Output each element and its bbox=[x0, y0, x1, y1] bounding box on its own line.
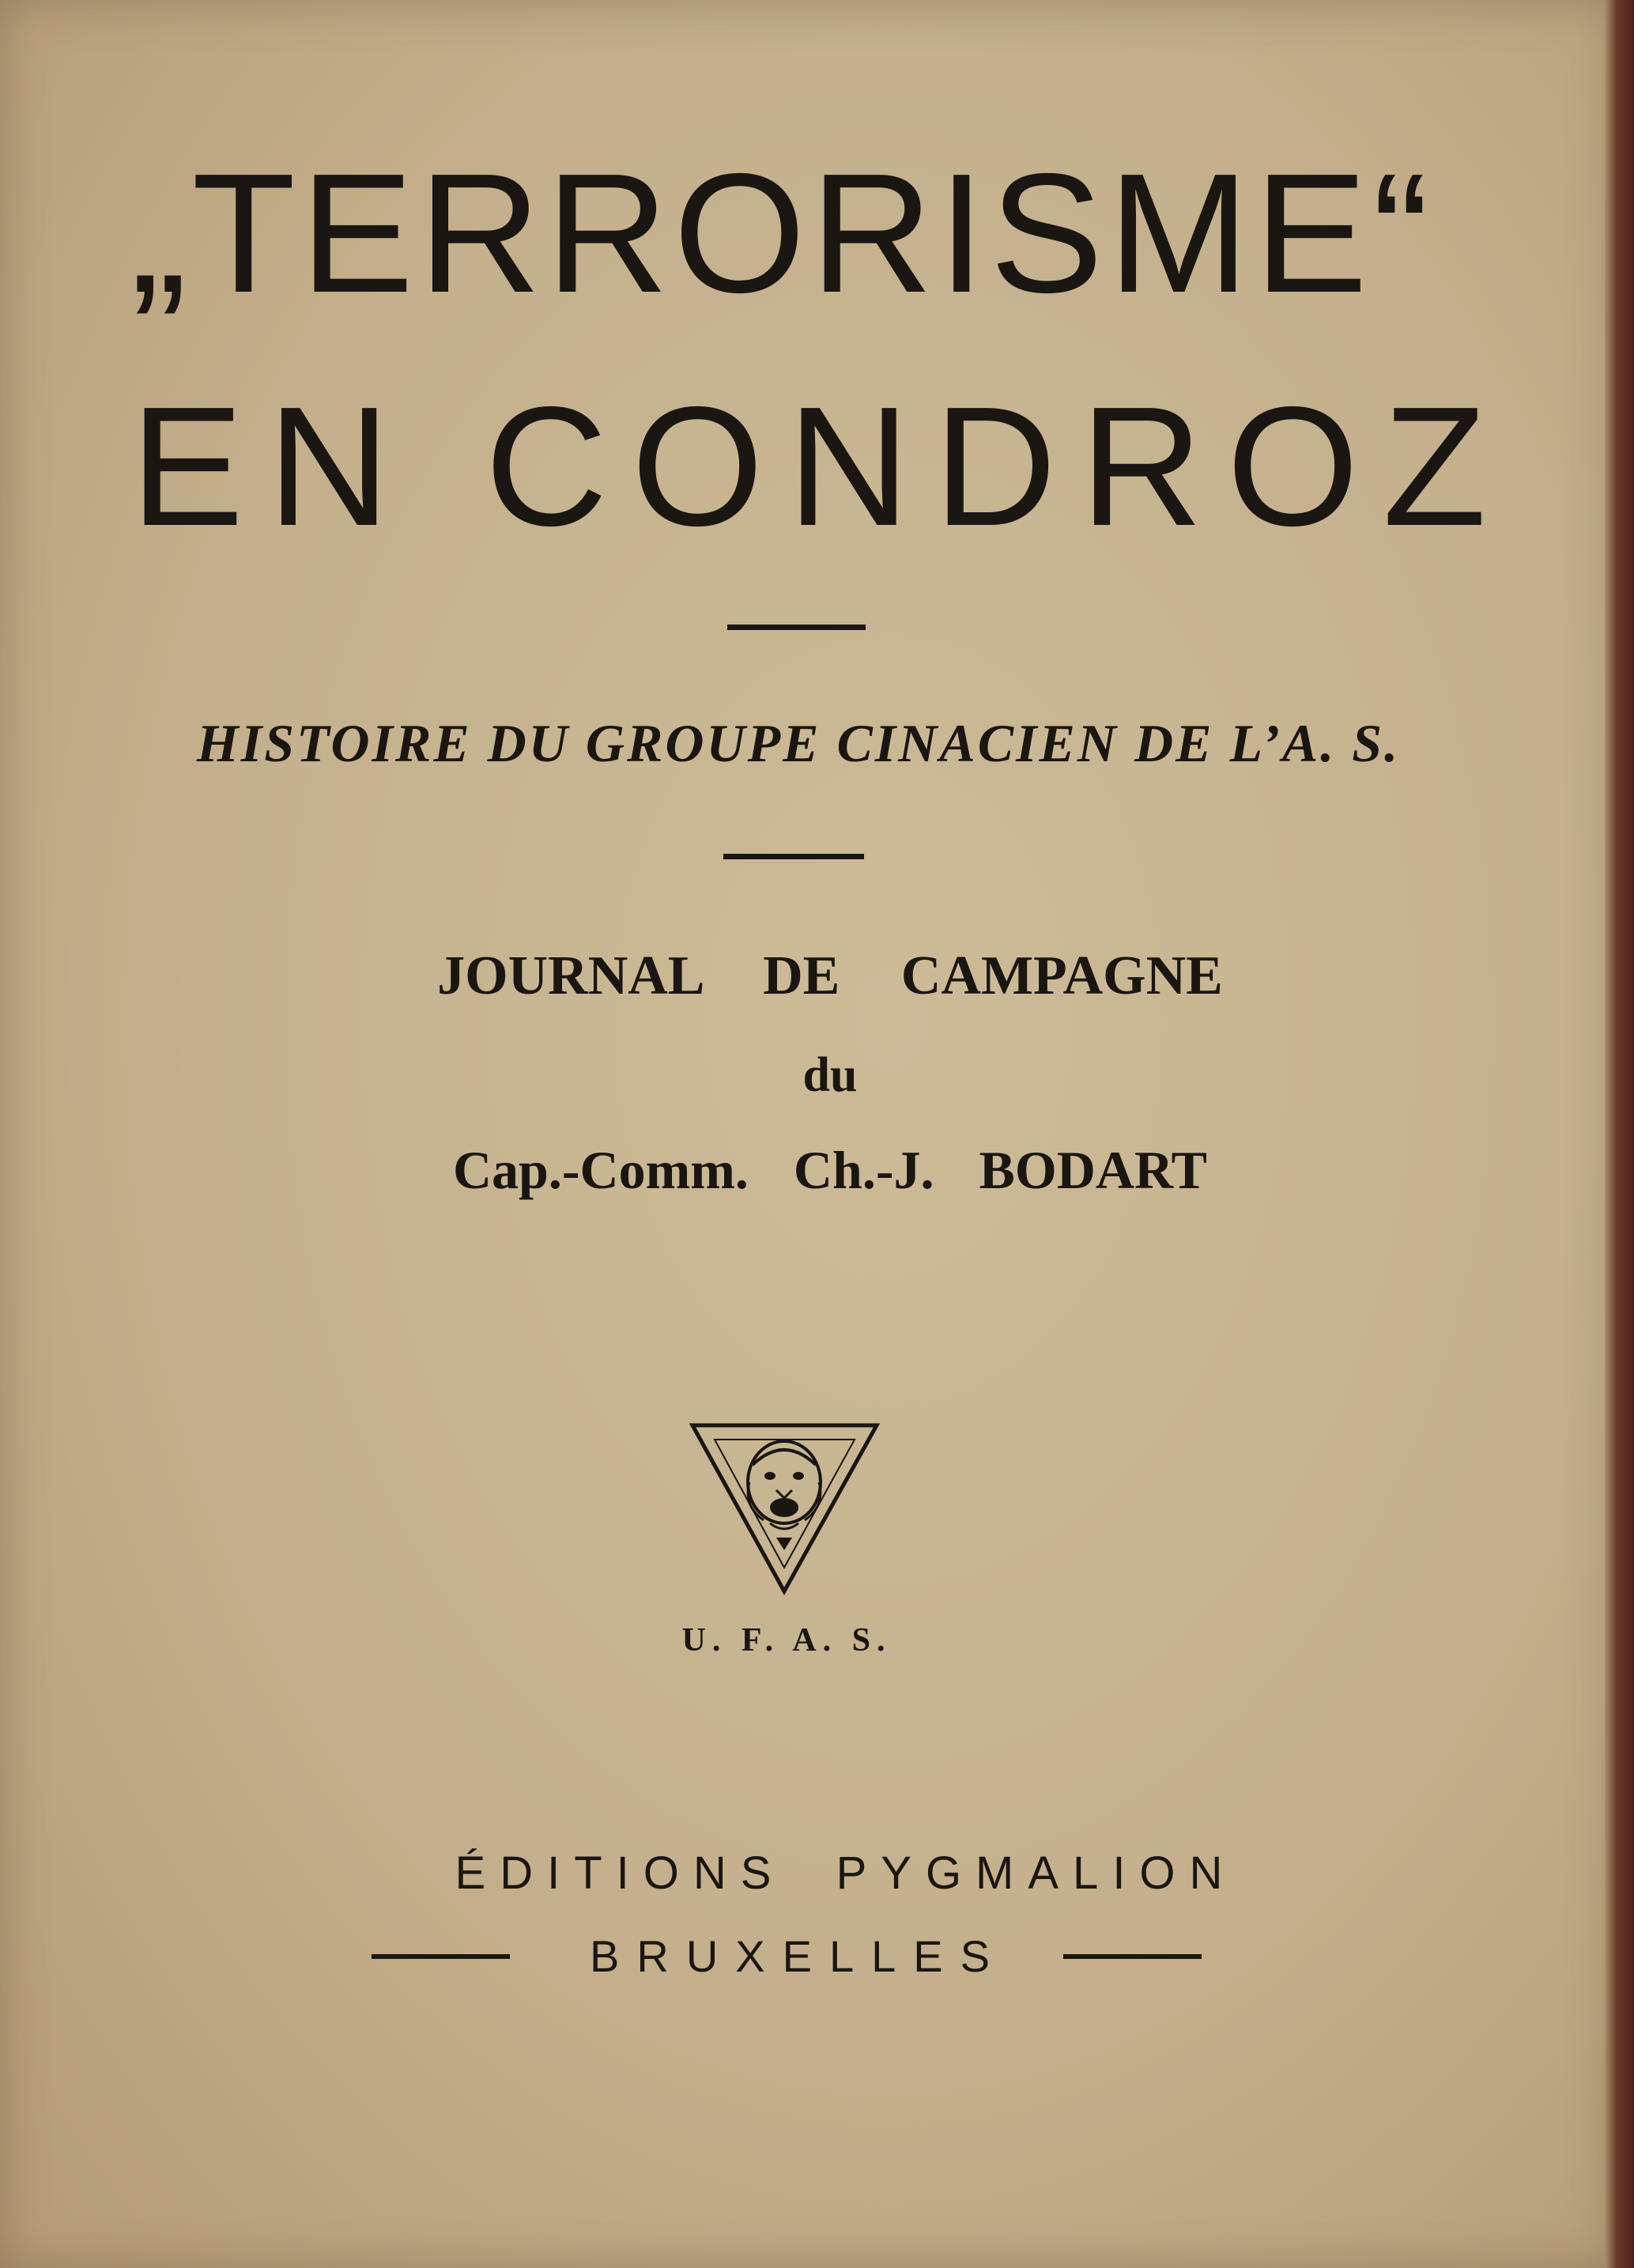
city-rule-right bbox=[1063, 1954, 1202, 1959]
divider-2 bbox=[723, 854, 864, 859]
title-line-1: „TERRORISME“ bbox=[130, 138, 1434, 328]
subtitle: HISTOIRE DU GROUPE CINACIEN DE L’A. S. bbox=[196, 713, 1401, 773]
lion-triangle-emblem-icon bbox=[688, 1419, 881, 1597]
author-name: Cap.-Comm. Ch.-J. BODART bbox=[452, 1140, 1208, 1200]
journal-connector: du bbox=[802, 1048, 858, 1102]
publisher-name: ÉDITIONS PYGMALION bbox=[455, 1847, 1237, 1899]
title-line-2: EN CONDROZ bbox=[130, 371, 1511, 561]
divider-1 bbox=[727, 625, 866, 630]
book-edge bbox=[1605, 0, 1634, 2268]
journal-heading: JOURNAL DE CAMPAGNE bbox=[437, 945, 1223, 1006]
publisher-city: BRUXELLES bbox=[590, 1931, 1007, 1981]
city-rule-left bbox=[372, 1954, 510, 1959]
emblem-caption: U. F. A. S. bbox=[681, 1622, 892, 1659]
